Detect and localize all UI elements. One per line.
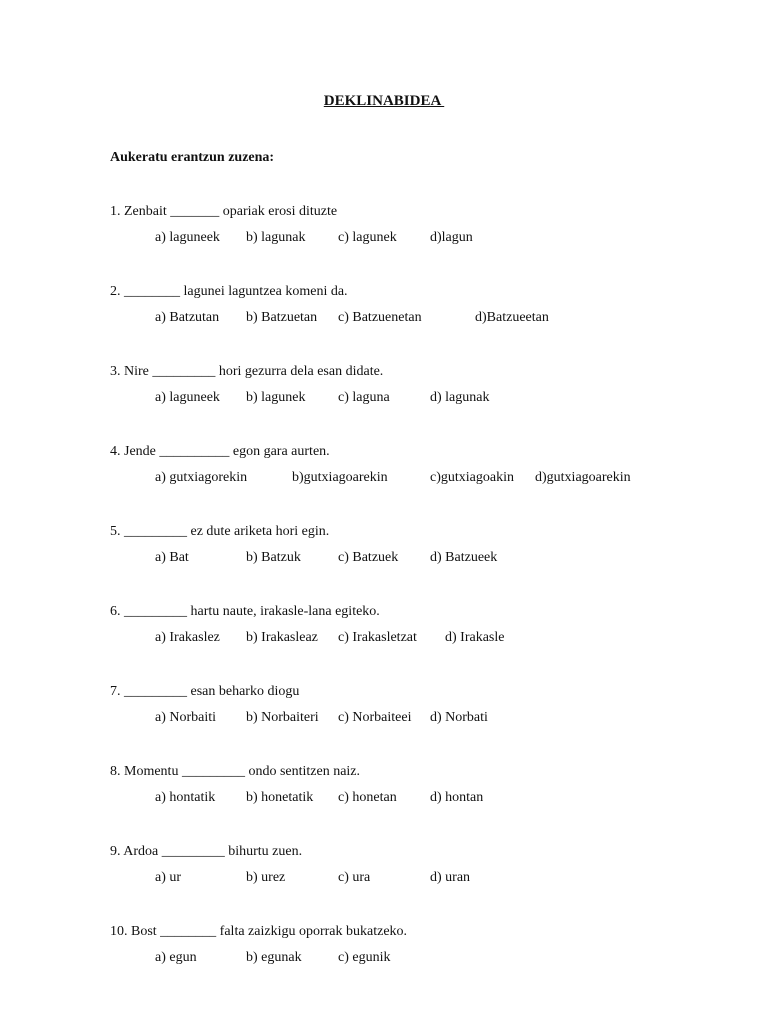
answer-option-d: d)Batzueetan	[475, 310, 549, 325]
answer-option-b: b) Norbaiteri	[246, 710, 319, 725]
page-title: DEKLINABIDEA	[323, 93, 445, 109]
answer-option-c: c) Batzuenetan	[338, 310, 422, 325]
answer-option-d: d) lagunak	[430, 390, 490, 405]
answer-option-d: d)gutxiagoarekin	[535, 470, 631, 485]
question-1	[110, 204, 710, 254]
question-text: 6. _________ hartu naute, irakasle-lana egiteko.	[110, 604, 380, 619]
answer-option-a: a) ur	[155, 870, 182, 885]
question-3	[110, 364, 710, 414]
answer-option-d: d) Norbati	[430, 710, 488, 725]
answer-option-c: c) laguna	[338, 390, 390, 405]
answer-option-c: c)gutxiagoakin	[430, 470, 514, 485]
question-text: 9. Ardoa _________ bihurtu zuen.	[110, 844, 303, 859]
question-8	[110, 764, 710, 814]
answer-option-b: b) honetatik	[246, 790, 314, 805]
question-text: 5. _________ ez dute ariketa hori egin.	[110, 524, 330, 539]
answer-option-b: b) Batzuk	[246, 550, 301, 565]
question-10	[110, 924, 710, 974]
answer-option-c: c) Batzuek	[338, 550, 399, 565]
answer-option-c: c) ura	[338, 870, 371, 885]
answer-option-c: c) Irakasletzat	[338, 630, 417, 645]
answer-option-b: b) egunak	[246, 950, 302, 965]
answer-option-a: a) gutxiagorekin	[155, 470, 248, 485]
answer-option-b: b) lagunak	[246, 230, 306, 245]
answer-option-b: b) lagunek	[246, 390, 306, 405]
question-5	[110, 524, 710, 574]
answer-option-d: d) Irakasle	[445, 630, 505, 645]
answer-option-b: b) Irakasleaz	[246, 630, 318, 645]
answer-option-c: c) Norbaiteei	[338, 710, 412, 725]
answer-option-c: c) lagunek	[338, 230, 397, 245]
question-2	[110, 284, 710, 334]
question-6	[110, 604, 710, 654]
question-text: 10. Bost ________ falta zaizkigu oporrak bukatzeko.	[110, 924, 408, 939]
answer-option-a: a) Batzutan	[155, 310, 220, 325]
question-text: 8. Momentu _________ ondo sentitzen naiz.	[110, 764, 361, 779]
answer-option-d: d) hontan	[430, 790, 484, 805]
question-text: 3. Nire _________ hori gezurra dela esan didate.	[110, 364, 384, 379]
answer-option-c: c) honetan	[338, 790, 397, 805]
answer-option-b: b)gutxiagoarekin	[292, 470, 388, 485]
answer-option-d: d) Batzueek	[430, 550, 498, 565]
question-text: 7. _________ esan beharko diogu	[110, 684, 300, 699]
question-9	[110, 844, 710, 894]
answer-option-b: b) urez	[246, 870, 286, 885]
question-text: 4. Jende __________ egon gara aurten.	[110, 444, 330, 459]
answer-option-d: d)lagun	[430, 230, 473, 245]
question-text: 1. Zenbait _______ opariak erosi dituzte	[110, 204, 338, 219]
answer-option-a: a) egun	[155, 950, 197, 965]
instruction-text: Aukeratu erantzun zuzena:	[110, 150, 275, 165]
answer-option-a: a) hontatik	[155, 790, 216, 805]
question-7	[110, 684, 710, 734]
answer-option-b: b) Batzuetan	[246, 310, 318, 325]
answer-option-c: c) egunik	[338, 950, 391, 965]
answer-option-a: a) Bat	[155, 550, 189, 565]
answer-option-a: a) Norbaiti	[155, 710, 217, 725]
answer-option-a: a) laguneek	[155, 230, 220, 245]
question-text: 2. ________ lagunei laguntzea komeni da.	[110, 284, 348, 299]
question-4	[110, 444, 710, 494]
answer-option-a: a) Irakaslez	[155, 630, 220, 645]
answer-option-a: a) laguneek	[155, 390, 220, 405]
answer-option-d: d) uran	[430, 870, 471, 885]
